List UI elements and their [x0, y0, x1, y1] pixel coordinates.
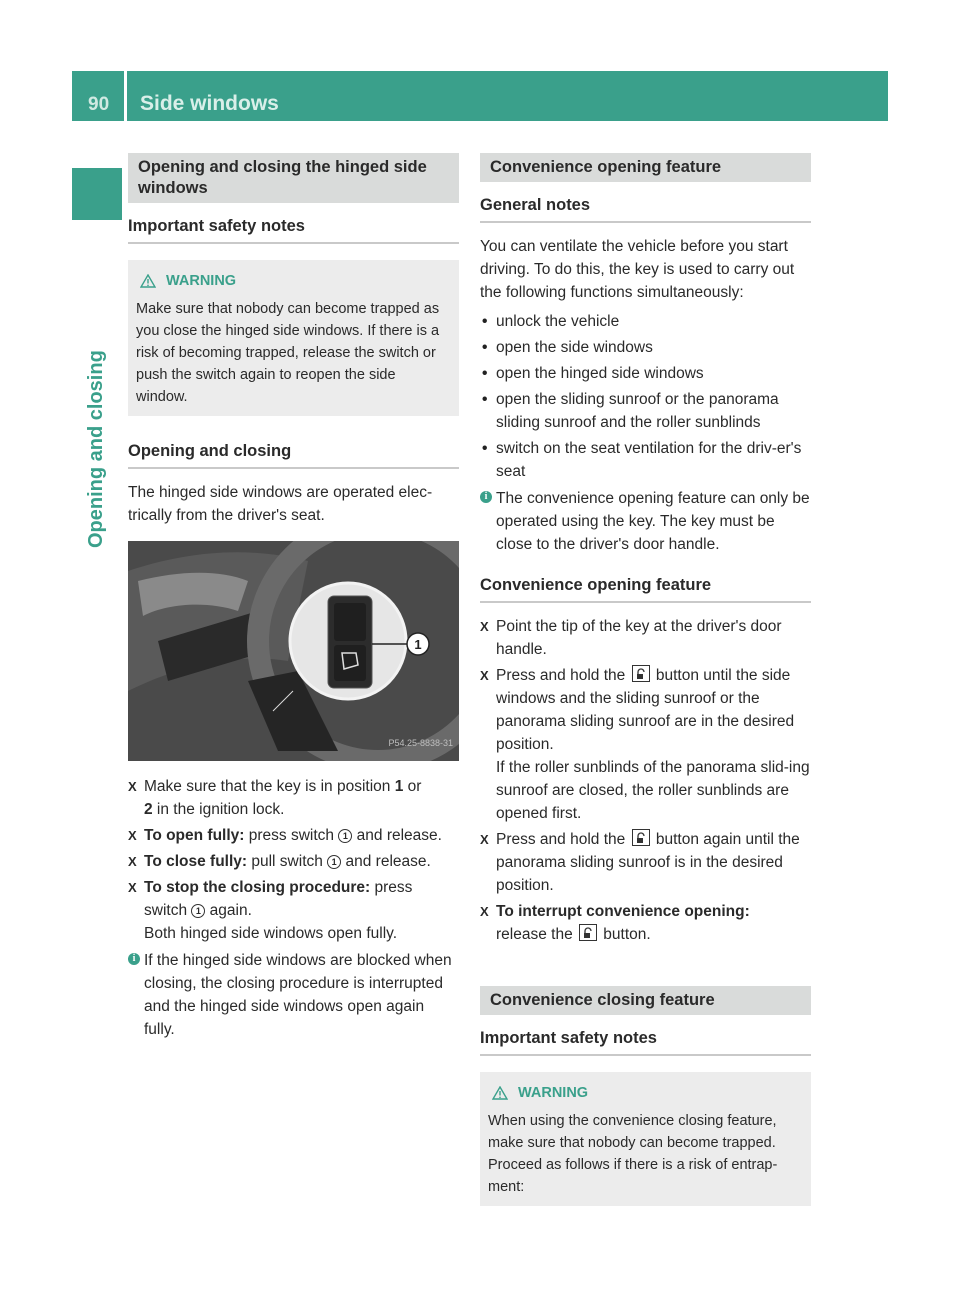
warning-title: [140, 270, 451, 292]
steps-list: [480, 615, 811, 946]
list-item: • open the hinged side windows: [480, 362, 811, 385]
left-column: [128, 153, 459, 1041]
side-tab-marker: [72, 168, 122, 220]
arrow-icon: X: [480, 619, 489, 634]
step-item: X To interrupt convenience opening: release the button.: [480, 900, 811, 946]
warning-title: [492, 1082, 803, 1104]
opening-heading: Opening and closing: [128, 440, 459, 469]
step-item: X To stop the closing procedure: press switch 1 again. Both hinged side windows open fully.: [128, 876, 459, 945]
step-item: X Point the tip of the key at the driver's door handle.: [480, 615, 811, 661]
opening-text: The hinged side windows are operated elec-trically from the driver's seat.: [128, 484, 433, 524]
unlock-button-icon: [579, 924, 597, 941]
photo-code: P54.25-8838-31: [388, 738, 453, 748]
page-title: Side windows: [140, 92, 279, 115]
unlock-button-icon: [632, 665, 650, 682]
warning-triangle-icon: [140, 274, 156, 288]
general-text: You can ventilate the vehicle before you start driving. To do this, the key is used to carry out the following functions simultaneously:: [480, 238, 795, 301]
arrow-icon: X: [128, 880, 137, 895]
steps-list: [128, 775, 459, 945]
chapter-label: Opening and closing: [85, 350, 107, 548]
arrow-icon: X: [128, 828, 137, 843]
step-item: X Press and hold the button again until the panorama sliding sunroof is in the desired position.: [480, 828, 811, 897]
unlock-button-icon: [632, 829, 650, 846]
warning-box: [128, 260, 459, 416]
callout-number: 1: [414, 637, 422, 652]
right-column: [480, 153, 811, 1206]
warning-label: WARNING: [518, 1085, 589, 1101]
list-item: • unlock the vehicle: [480, 310, 811, 333]
closing-safety-heading: Important safety notes: [480, 1027, 811, 1056]
arrow-icon: X: [128, 779, 137, 794]
switch-1-icon: 1: [191, 904, 205, 918]
warning-text: Make sure that nobody can become trapped as you close the hinged side windows. If there is a risk of becoming trapped, release the switch or push the switch again to reopen the side window.: [136, 301, 440, 405]
arrow-icon: X: [480, 668, 489, 683]
switch-1-icon: 1: [327, 855, 341, 869]
info-icon: i: [128, 953, 140, 965]
step-item: X Press and hold the button until the side windows and the sliding sunroof or the panorama sliding sunroof are in the desired position. If the roller sunblinds of the panorama slid-ing sunroof are closed, the roller sunblinds are opened first.: [480, 664, 811, 825]
door-switch-photo: [128, 541, 459, 761]
closing-section-title: Convenience closing feature: [480, 986, 811, 1015]
safety-heading: Important safety notes: [128, 215, 459, 244]
info-icon: i: [480, 491, 492, 503]
warning-text: When using the convenience closing feature, make sure that nobody can become trapped. Proceed as follows if there is a risk of entrap-ment:: [488, 1113, 778, 1195]
step-item: X Make sure that the key is in position 1 or 2 in the ignition lock.: [128, 775, 459, 821]
switch-1-icon: 1: [338, 829, 352, 843]
section-title: Opening and closing the hinged side windows: [128, 153, 459, 203]
warning-label: WARNING: [166, 273, 237, 289]
step-item: X To open fully: press switch 1 and release.: [128, 824, 459, 847]
arrow-icon: X: [480, 832, 489, 847]
general-heading: General notes: [480, 194, 811, 223]
list-item: • switch on the seat ventilation for the driv-er's seat: [480, 437, 811, 483]
function-list: [480, 310, 811, 483]
section-title: Convenience opening feature: [480, 153, 811, 182]
info-note: i The convenience opening feature can only be operated using the key. The key must be close to the driver's door handle.: [480, 487, 811, 556]
step-item: X To close fully: pull switch 1 and release.: [128, 850, 459, 873]
info-note: i If the hinged side windows are blocked when closing, the closing procedure is interrupted and the hinged side windows open again fully.: [128, 949, 459, 1041]
arrow-icon: X: [128, 854, 137, 869]
warning-triangle-icon: [492, 1086, 508, 1100]
feature-heading: Convenience opening feature: [480, 574, 811, 603]
warning-box: [480, 1072, 811, 1206]
page-number: 90: [88, 94, 110, 115]
door-panel-illustration: [128, 541, 459, 761]
header-divider: [124, 71, 127, 121]
list-item: • open the side windows: [480, 336, 811, 359]
arrow-icon: X: [480, 904, 489, 919]
list-item: • open the sliding sunroof or the panorama sliding sunroof and the roller sunblinds: [480, 388, 811, 434]
